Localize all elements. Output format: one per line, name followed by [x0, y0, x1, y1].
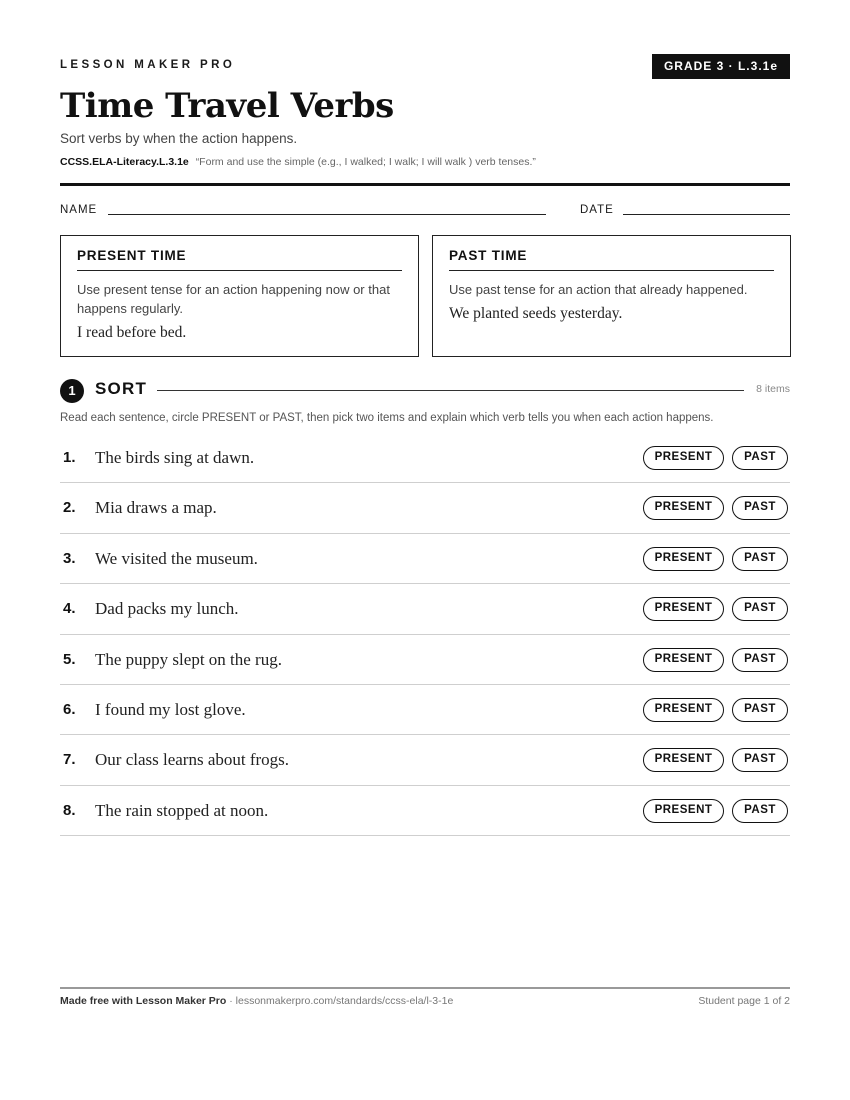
name-label: NAME	[60, 204, 98, 216]
item-sentence: I found my lost glove.	[95, 699, 246, 719]
present-choice-button[interactable]: PRESENT	[643, 648, 724, 672]
present-choice-button[interactable]: PRESENT	[643, 748, 724, 772]
past-choice-button[interactable]: PAST	[732, 446, 788, 470]
item-number: 1.	[63, 449, 76, 466]
item-sentence: We visited the museum.	[95, 548, 258, 568]
section-divider	[157, 390, 744, 391]
card-heading: PRESENT TIME	[77, 248, 402, 271]
footer-credit	[60, 995, 453, 1007]
present-choice-button[interactable]: PRESENT	[643, 799, 724, 823]
brand-name: LESSON MAKER PRO	[60, 59, 236, 71]
card-example: We planted seeds yesterday.	[449, 305, 623, 322]
item-sentence: Our class learns about frogs.	[95, 750, 290, 770]
item-sentence: The puppy slept on the rug.	[95, 649, 282, 669]
card-description: Use present tense for an action happening now or that happens regularly.	[77, 282, 390, 316]
footer-divider	[60, 987, 790, 989]
card-example: I read before bed.	[77, 324, 187, 341]
past-choice-button[interactable]: PAST	[732, 547, 788, 571]
card-heading: PAST TIME	[449, 248, 774, 271]
present-choice-button[interactable]: PRESENT	[643, 597, 724, 621]
list-item	[60, 735, 790, 785]
list-item	[60, 685, 790, 735]
list-item	[60, 534, 790, 584]
present-choice-button[interactable]: PRESENT	[643, 547, 724, 571]
standard-code: CCSS.ELA-Literacy.L.3.1e	[60, 156, 189, 168]
item-number: 3.	[63, 549, 76, 567]
item-sentence: The birds sing at dawn.	[95, 448, 255, 467]
past-choice-button[interactable]: PAST	[732, 648, 788, 672]
instructions: Read each sentence, circle PRESENT or PAST, then pick two items and explain which verb tells you when each action happens.	[60, 412, 714, 424]
standard-text: “Form and use the simple (e.g., I walked; I walk; I will walk ) verb tenses.”	[195, 156, 536, 168]
list-item	[60, 483, 790, 533]
section-number-badge: 1	[60, 379, 84, 403]
item-number: 5.	[63, 650, 76, 668]
past-choice-button[interactable]: PAST	[732, 748, 788, 772]
item-sentence: Dad packs my lunch.	[95, 599, 239, 619]
grade-badge: GRADE 3 · L.3.1e	[652, 54, 790, 79]
footer-url[interactable]: · lessonmakerpro.com/standards/ccss-ela/l-3-1e	[226, 995, 454, 1007]
item-sentence: Mia draws a map.	[95, 498, 217, 518]
item-count: 8 items	[756, 383, 790, 395]
section-title: SORT	[95, 379, 148, 398]
list-item	[60, 786, 790, 836]
present-choice-button[interactable]: PRESENT	[643, 446, 724, 470]
list-item	[60, 635, 790, 685]
standard-line	[60, 156, 536, 168]
item-number: 4.	[63, 600, 76, 618]
past-choice-button[interactable]: PAST	[732, 799, 788, 823]
item-number: 2.	[63, 499, 76, 517]
present-choice-button[interactable]: PRESENT	[643, 496, 724, 520]
date-label: DATE	[580, 204, 614, 216]
page-subtitle: Sort verbs by when the action happens.	[60, 131, 298, 146]
header-divider	[60, 183, 790, 186]
item-sentence: The rain stopped at noon.	[95, 800, 269, 820]
footer-page-number: Student page 1 of 2	[698, 995, 790, 1007]
page-title: Time Travel Verbs	[60, 86, 394, 126]
sentence-list	[60, 433, 790, 836]
name-field-line[interactable]	[108, 214, 546, 215]
date-field-line[interactable]	[623, 214, 790, 215]
present-time-card	[60, 235, 419, 357]
item-number: 8.	[63, 801, 76, 819]
past-choice-button[interactable]: PAST	[732, 496, 788, 520]
card-description: Use past tense for an action that already happened.	[449, 282, 748, 297]
worksheet-page	[60, 0, 790, 1100]
past-choice-button[interactable]: PAST	[732, 597, 788, 621]
past-choice-button[interactable]: PAST	[732, 698, 788, 722]
list-item	[60, 584, 790, 634]
item-number: 7.	[63, 751, 76, 769]
footer-made-with: Made free with Lesson Maker Pro	[60, 995, 227, 1007]
top-bar	[60, 54, 790, 79]
list-item	[60, 433, 790, 483]
present-choice-button[interactable]: PRESENT	[643, 698, 724, 722]
past-time-card	[432, 235, 791, 357]
section-header	[60, 377, 790, 401]
item-number: 6.	[63, 700, 76, 718]
